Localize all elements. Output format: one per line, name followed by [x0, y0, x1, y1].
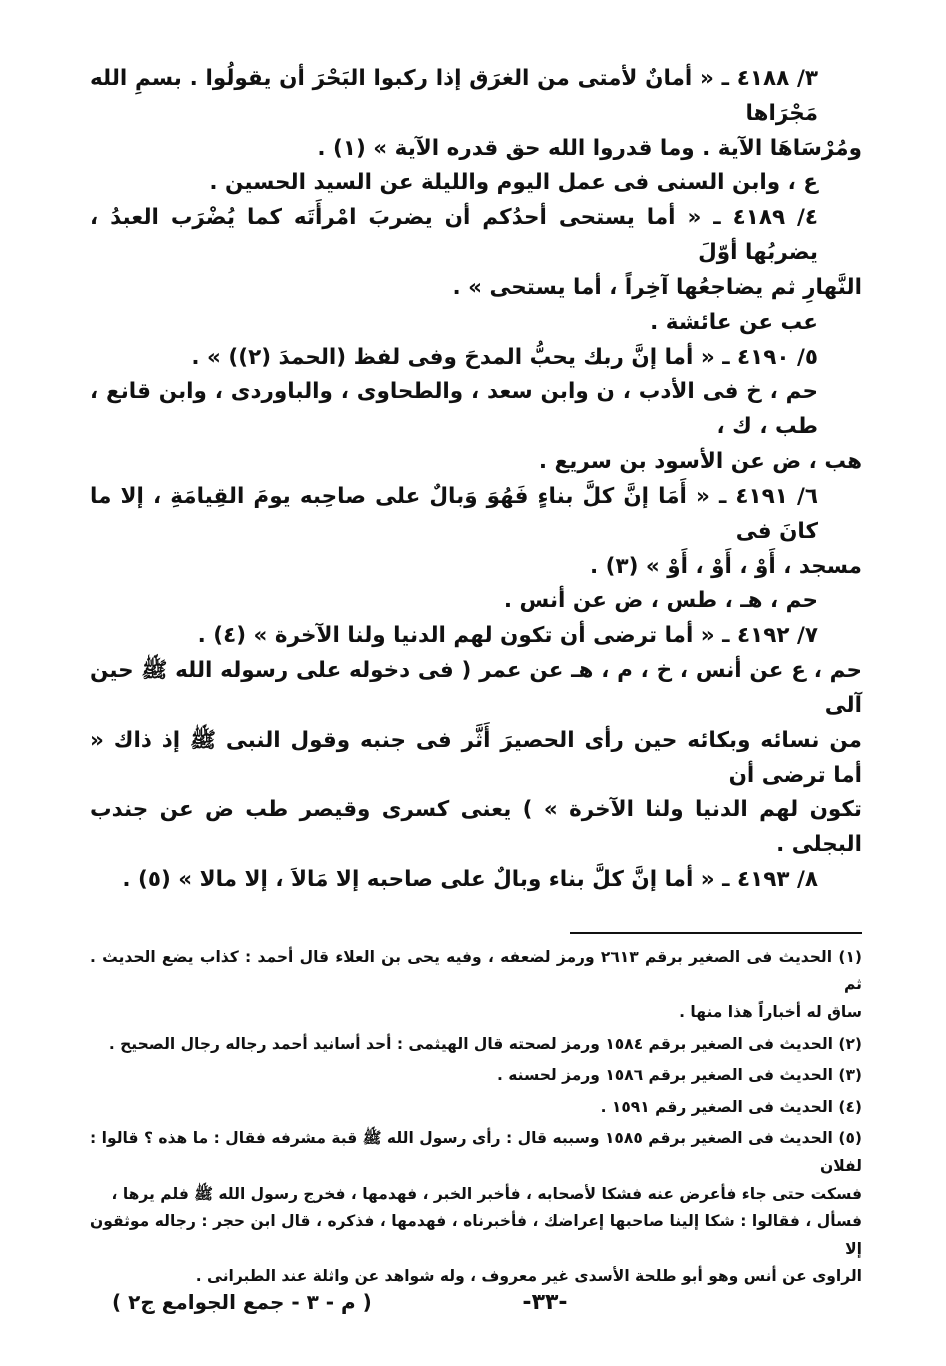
hadith-source: هب ، ض عن الأسود بن سريع .: [538, 449, 862, 475]
hadith-text-line: ومُرْسَاهَا الآية . وما قدروا الله حق قدره الآية » (١) .: [317, 135, 862, 161]
footnote: [90, 944, 862, 1027]
hadith-list: [90, 62, 862, 898]
hadith-text-line: ٤/ ٤١٨٩ ـ « أما يستحى أحدُكم أن يضربَ امْرأَتَه كما يُضْرَب العبدُ ، يضربُها أوّلَ: [90, 205, 818, 266]
footnotes: [90, 944, 862, 1291]
hadith-text-line: ٧/ ٤١٩٢ ـ « أما ترضى أن تكون لهم الدنيا ولنا الآخرة » (٤) .: [197, 623, 818, 649]
hadith-entry: [90, 480, 862, 619]
footnote-line: (١) الحديث فى الصغير برقم ٢٦١٣ ورمز لضعفه ، وفيه يحى بن العلاء قال أحمد : كذاب يضع الحديث . ثم: [90, 947, 862, 994]
hadith-source: حم ، هـ ، طس ، ض عن أنس .: [503, 588, 818, 614]
hadith-text-line: النَّهارِ ثم يضاجعُها آخِراً ، أما يستحى » .: [452, 274, 862, 300]
hadith-source: ع ، وابن السنى فى عمل اليوم والليلة عن السيد الحسين .: [209, 170, 818, 196]
footnote-separator-wrap: [90, 898, 862, 944]
hadith-source: حم ، ع عن أنس ، خ ، م ، هـ عن عمر ( فى دخوله على رسوله الله ﷺ حين آلى: [90, 658, 862, 718]
footnote-line: (٤) الحديث فى الصغير رقم ١٥٩١ .: [600, 1097, 862, 1116]
hadith-source: عب عن عائشة .: [650, 309, 818, 335]
footnote-line: (٢) الحديث فى الصغير برقم ١٥٨٤ ورمز لصحته قال الهيثمى : أحد أسانيد أحمد رجاله رجال الصحيح .: [108, 1034, 862, 1053]
footnote-line: (٣) الحديث فى الصغير برقم ١٥٨٦ ورمز لحسنه .: [496, 1066, 862, 1085]
page-footer: [90, 1290, 862, 1330]
hadith-entry: [90, 341, 862, 480]
hadith-entry: [90, 201, 862, 340]
hadith-entry: [90, 863, 862, 898]
footnote-separator: [570, 932, 862, 934]
page-number: -٣٣-: [522, 1290, 568, 1315]
hadith-text-line: ٨/ ٤١٩٣ ـ « أما إنَّ كلَّ بناء وبالٌ على صاحبه إلا مَالاَ ، إلا مالا » (٥) .: [122, 867, 818, 893]
hadith-source: تكون لهم الدنيا ولنا الآخرة » ) يعنى كسرى وقيصر طب ض عن جندب البجلى .: [90, 797, 862, 858]
footnote-line: فسأل ، فقالوا : شكا إلينا صاحبها إعراضك ، فأخبرناه ، فهدمها ، فذكره ، قال ابن حجر : رجاله موثقون إلا: [90, 1212, 862, 1258]
hadith-entry: [90, 62, 862, 201]
footnote: [90, 1031, 862, 1059]
footnote: [90, 1125, 862, 1290]
hadith-text-line: ٥/ ٤١٩٠ ـ « أما إنَّ ربك يحبُّ المدحَ وفى لفظ (الحمدَ (٢)) » .: [191, 344, 818, 370]
hadith-text-line: مسجد ، أَوْ ، أَوْ ، أَوْ » (٣) .: [589, 553, 862, 579]
hadith-source: حم ، خ فى الأدب ، ن وابن سعد ، والطحاوى ، والباوردى ، وابن قانع ، طب ، ك ،: [90, 379, 818, 440]
hadith-source: من نسائه وبكائه حين رأى الحصيرَ أَثَّر فى جنبه وقول النبى ﷺ إذ ذاك « أما ترضى أن: [90, 727, 862, 788]
hadith-text-line: ٦/ ٤١٩١ ـ « أَمَا إنَّ كلَّ بناءٍ فَهُوَ وَبالٌ على صاحِبه يومَ القِيامَةِ ، إلا ما كانَ فى: [90, 483, 818, 544]
footnote-line: ساق له أخباراً هذا منها .: [679, 1003, 862, 1022]
footnote: [90, 1062, 862, 1090]
footnote-line: الراوى عن أنس وهو أبو طلحة الأسدى غير معروف ، وله شواهد عن واثلة عند الطبرانى .: [195, 1267, 862, 1286]
footnote: [90, 1094, 862, 1122]
hadith-entry: [90, 619, 862, 863]
footnote-line: (٥) الحديث فى الصغير برقم ١٥٨٥ وسببه قال : رأى رسول الله ﷺ قبة مشرفه فقال : ما هذه ؟ قالوا : لفلان: [90, 1129, 862, 1175]
signature-mark: ( م - ٣ - جمع الجوامع ج٢ ): [112, 1290, 372, 1314]
footnote-line: فسكت حتى جاء فأعرض عنه فشكا لأصحابه ، فأخبر الخبر ، فهدمها ، فخرج رسول الله ﷺ فلم يرها ،: [111, 1184, 862, 1203]
hadith-text-line: ٣/ ٤١٨٨ ـ « أمانٌ لأمتى من الغرَق إذا ركبوا البَحْرَ أن يقولُوا . بسمِ الله مَجْرَاها: [90, 66, 818, 126]
